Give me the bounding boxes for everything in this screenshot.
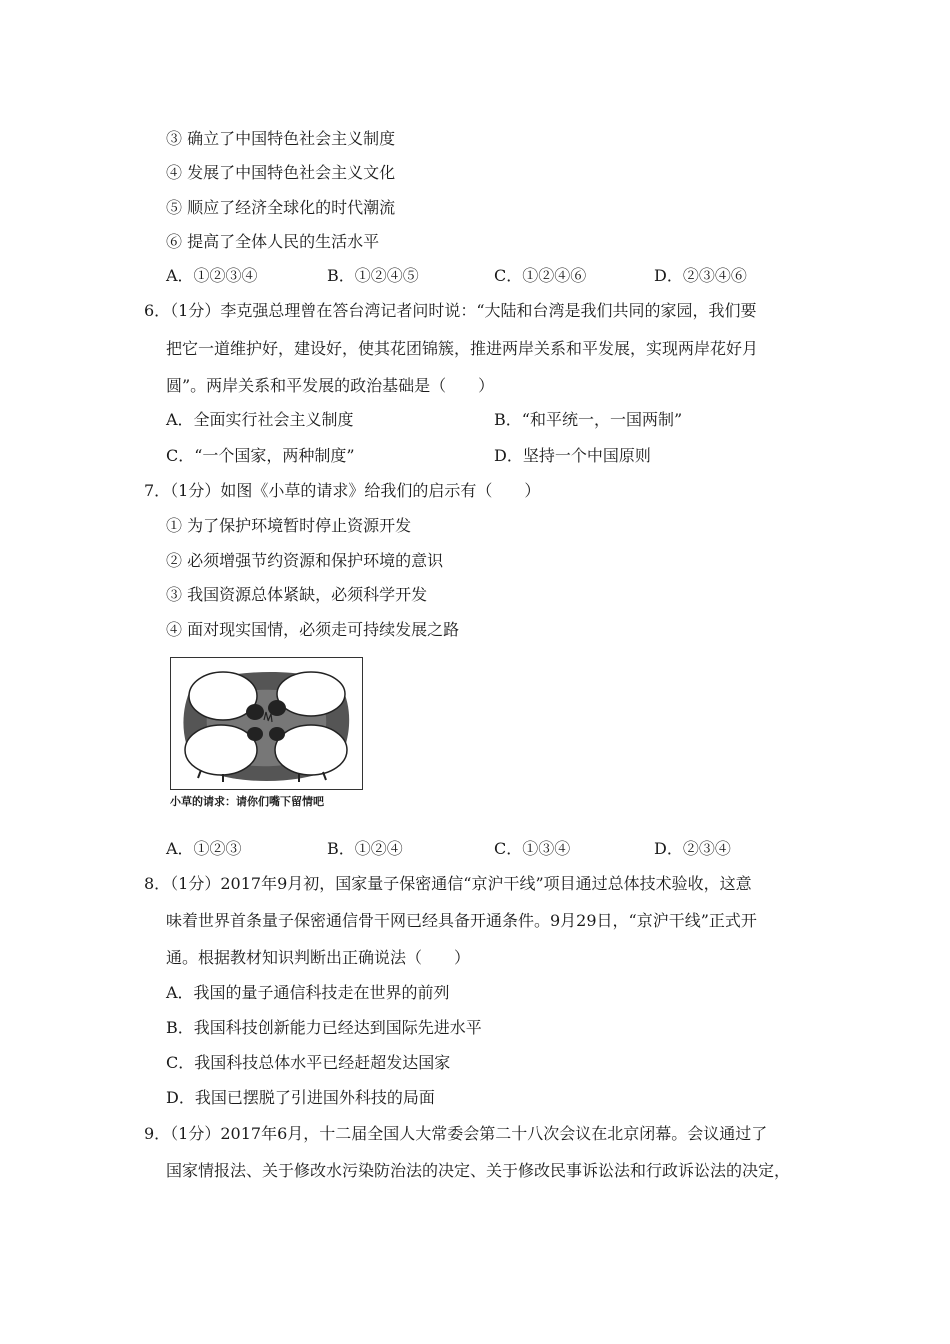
q7-item-2: ② 必须增强节约资源和保护环境的意识 [166, 551, 444, 570]
q6-stem-line-1: 6．（1分）李克强总理曾在答台湾记者问时说：“大陆和台湾是我们共同的家园，我们要 [144, 301, 757, 320]
q7-stem: 7．（1分）如图《小草的请求》给我们的启示有（ ） [144, 481, 541, 500]
q6-option-d: D．坚持一个中国原则 [494, 446, 651, 465]
q7-option-a: A．①②③ [166, 839, 242, 858]
q5-option-b: B．①②④⑤ [327, 266, 419, 285]
q8-option-d: D．我国已摆脱了引进国外科技的局面 [166, 1088, 435, 1107]
q6-option-a: A．全面实行社会主义制度 [166, 410, 354, 429]
q6-stem-line-3: 圆”。两岸关系和平发展的政治基础是（ ） [166, 376, 495, 395]
q7-item-4: ④ 面对现实国情，必须走可持续发展之路 [166, 620, 460, 639]
q8-option-c: C．我国科技总体水平已经赶超发达国家 [166, 1053, 451, 1072]
q7-option-d: D．②③④ [654, 839, 731, 858]
cartoon-caption: 小草的请求：请你们嘴下留情吧 [170, 795, 324, 808]
q5-item-3: ③ 确立了中国特色社会主义制度 [166, 129, 396, 148]
q6-option-c: C．“一个国家，两种制度” [166, 446, 355, 465]
cartoon-figure [170, 657, 365, 817]
q5-item-4: ④ 发展了中国特色社会主义文化 [166, 163, 396, 182]
q8-stem-line-2: 味着世界首条量子保密通信骨干网已经具备开通条件。9月29日，“京沪干线”正式开 [166, 911, 757, 930]
q9-stem-line-1: 9．（1分）2017年6月，十二届全国人大常委会第二十八次会议在北京闭幕。会议通过了 [144, 1124, 768, 1143]
q8-option-b: B．我国科技创新能力已经达到国际先进水平 [166, 1018, 482, 1037]
q5-item-6: ⑥ 提高了全体人民的生活水平 [166, 232, 380, 251]
q5-option-d: D．②③④⑥ [654, 266, 747, 285]
q7-option-b: B．①②④ [327, 839, 403, 858]
q6-option-b: B．“和平统一，一国两制” [494, 410, 683, 429]
q6-stem-line-2: 把它一道维护好，建设好，使其花团锦簇，推进两岸关系和平发展，实现两岸花好月 [166, 339, 759, 358]
q8-stem-line-3: 通。根据教材知识判断出正确说法（ ） [166, 948, 471, 967]
q7-option-c: C．①③④ [494, 839, 571, 858]
sheep-grazing-illustration [171, 658, 361, 788]
q7-item-3: ③ 我国资源总体紧缺，必须科学开发 [166, 585, 428, 604]
q8-stem-line-1: 8．（1分）2017年9月初，国家量子保密通信“京沪干线”项目通过总体技术验收，这意 [144, 874, 752, 893]
q8-option-a: A．我国的量子通信科技走在世界的前列 [166, 983, 450, 1002]
q5-item-5: ⑤ 顺应了经济全球化的时代潮流 [166, 198, 396, 217]
q9-stem-line-2: 国家情报法、关于修改水污染防治法的决定、关于修改民事诉讼法和行政诉讼法的决定， [166, 1161, 791, 1180]
q7-item-1: ① 为了保护环境暂时停止资源开发 [166, 516, 412, 535]
cartoon-frame [170, 657, 363, 790]
q5-option-a: A．①②③④ [166, 266, 258, 285]
q5-option-c: C．①②④⑥ [494, 266, 587, 285]
